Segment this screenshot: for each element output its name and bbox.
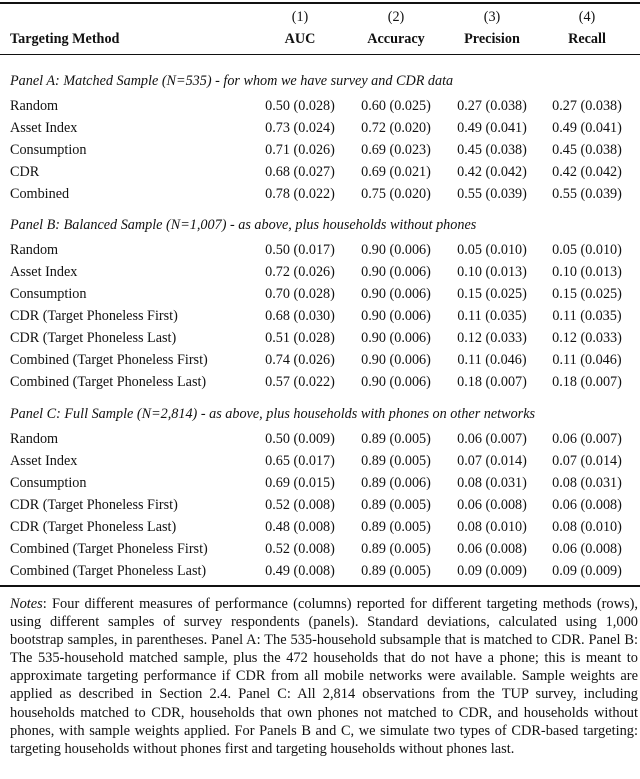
cell-recall: 0.18 (0.007) bbox=[552, 374, 622, 390]
cell-recall: 0.08 (0.031) bbox=[552, 475, 622, 491]
cell-precision: 0.09 (0.009) bbox=[457, 563, 527, 579]
cell-precision: 0.11 (0.046) bbox=[457, 352, 527, 368]
row-method: CDR bbox=[10, 164, 40, 180]
panel-c-title: Panel C: Full Sample (N=2,814) - as above, plus households with phones on other networks bbox=[10, 406, 536, 422]
notes-text: : Four different measures of performance (columns) reported for different targeting methods (rows), using different samples of survey respondents (panels). Standard deviations, calculated using 1,000 bootstrap samples, in parentheses. Panel A: The 535-household subsample that is matched to CDR. Panel B: The 535-household matched sample, plus the 472 households that do not have a phone; this is meant to approximate targeting performance if CDR from all mobile networks were available. Sample weights are applied as described in Section 2.4. Panel C: All 2,814 observations from the TUP survey, including households matched to CDR, households that own phones not matched to CDR, and households without phones, with sample weights applied. For Panels B and C, we simulate two types of CDR-based targeting: targeting households without phones first and targeting households without phones last. bbox=[10, 596, 638, 757]
cell-precision: 0.05 (0.010) bbox=[457, 242, 527, 258]
cell-accuracy: 0.89 (0.005) bbox=[361, 519, 431, 535]
row-method: Random bbox=[10, 431, 59, 447]
row-method: Combined (Target Phoneless First) bbox=[10, 352, 208, 368]
header-precision: Precision bbox=[464, 31, 520, 47]
cell-auc: 0.48 (0.008) bbox=[265, 519, 335, 535]
cell-recall: 0.42 (0.042) bbox=[552, 164, 622, 180]
cell-precision: 0.08 (0.010) bbox=[457, 519, 527, 535]
cell-auc: 0.73 (0.024) bbox=[265, 120, 335, 136]
row-method: CDR (Target Phoneless First) bbox=[10, 308, 178, 324]
table-notes bbox=[10, 595, 638, 758]
row-method: Asset Index bbox=[10, 120, 78, 136]
panel-b-title: Panel B: Balanced Sample (N=1,007) - as above, plus households without phones bbox=[10, 217, 477, 233]
cell-precision: 0.10 (0.013) bbox=[457, 264, 527, 280]
cell-accuracy: 0.69 (0.021) bbox=[361, 164, 431, 180]
cell-precision: 0.12 (0.033) bbox=[457, 330, 527, 346]
table-bottom-rule bbox=[0, 585, 640, 587]
header-auc: AUC bbox=[284, 31, 316, 47]
row-method: Asset Index bbox=[10, 453, 78, 469]
cell-accuracy: 0.89 (0.005) bbox=[361, 431, 431, 447]
cell-accuracy: 0.69 (0.023) bbox=[361, 142, 431, 158]
row-method: Combined (Target Phoneless Last) bbox=[10, 563, 207, 579]
cell-recall: 0.06 (0.008) bbox=[552, 541, 622, 557]
cell-accuracy: 0.89 (0.005) bbox=[361, 563, 431, 579]
row-method: CDR (Target Phoneless First) bbox=[10, 497, 178, 513]
cell-auc: 0.71 (0.026) bbox=[265, 142, 335, 158]
cell-auc: 0.74 (0.026) bbox=[265, 352, 335, 368]
cell-auc: 0.52 (0.008) bbox=[265, 541, 335, 557]
header-row-label: Targeting Method bbox=[10, 31, 120, 47]
cell-recall: 0.11 (0.035) bbox=[552, 308, 622, 324]
cell-recall: 0.08 (0.010) bbox=[552, 519, 622, 535]
cell-accuracy: 0.75 (0.020) bbox=[361, 186, 431, 202]
cell-accuracy: 0.90 (0.006) bbox=[361, 308, 431, 324]
cell-precision: 0.49 (0.041) bbox=[457, 120, 527, 136]
cell-recall: 0.05 (0.010) bbox=[552, 242, 622, 258]
cell-precision: 0.11 (0.035) bbox=[457, 308, 527, 324]
cell-recall: 0.09 (0.009) bbox=[552, 563, 622, 579]
cell-recall: 0.27 (0.038) bbox=[552, 98, 622, 114]
cell-auc: 0.72 (0.026) bbox=[265, 264, 335, 280]
cell-accuracy: 0.72 (0.020) bbox=[361, 120, 431, 136]
cell-recall: 0.06 (0.008) bbox=[552, 497, 622, 513]
cell-recall: 0.55 (0.039) bbox=[552, 186, 622, 202]
cell-auc: 0.50 (0.017) bbox=[265, 242, 335, 258]
cell-accuracy: 0.89 (0.005) bbox=[361, 453, 431, 469]
cell-accuracy: 0.90 (0.006) bbox=[361, 286, 431, 302]
cell-auc: 0.50 (0.009) bbox=[265, 431, 335, 447]
header-recall: Recall bbox=[568, 31, 606, 47]
cell-precision: 0.18 (0.007) bbox=[457, 374, 527, 390]
cell-auc: 0.68 (0.030) bbox=[265, 308, 335, 324]
table-top-rule bbox=[0, 2, 640, 4]
cell-auc: 0.50 (0.028) bbox=[265, 98, 335, 114]
row-method: Combined (Target Phoneless First) bbox=[10, 541, 208, 557]
col-number-4: (4) bbox=[578, 9, 596, 25]
cell-precision: 0.45 (0.038) bbox=[457, 142, 527, 158]
cell-auc: 0.57 (0.022) bbox=[265, 374, 335, 390]
row-method: CDR (Target Phoneless Last) bbox=[10, 330, 177, 346]
cell-recall: 0.12 (0.033) bbox=[552, 330, 622, 346]
row-method: Consumption bbox=[10, 286, 87, 302]
header-accuracy: Accuracy bbox=[367, 31, 425, 47]
cell-accuracy: 0.89 (0.005) bbox=[361, 497, 431, 513]
cell-recall: 0.49 (0.041) bbox=[552, 120, 622, 136]
col-number-3: (3) bbox=[483, 9, 501, 25]
col-number-2: (2) bbox=[387, 9, 405, 25]
cell-recall: 0.15 (0.025) bbox=[552, 286, 622, 302]
cell-recall: 0.45 (0.038) bbox=[552, 142, 622, 158]
row-method: Asset Index bbox=[10, 264, 78, 280]
cell-auc: 0.78 (0.022) bbox=[265, 186, 335, 202]
cell-auc: 0.70 (0.028) bbox=[265, 286, 335, 302]
cell-precision: 0.08 (0.031) bbox=[457, 475, 527, 491]
cell-precision: 0.55 (0.039) bbox=[457, 186, 527, 202]
col-number-1: (1) bbox=[291, 9, 309, 25]
cell-accuracy: 0.90 (0.006) bbox=[361, 352, 431, 368]
cell-accuracy: 0.90 (0.006) bbox=[361, 242, 431, 258]
cell-auc: 0.51 (0.028) bbox=[265, 330, 335, 346]
cell-precision: 0.06 (0.008) bbox=[457, 541, 527, 557]
cell-precision: 0.06 (0.007) bbox=[457, 431, 527, 447]
cell-precision: 0.27 (0.038) bbox=[457, 98, 527, 114]
cell-accuracy: 0.90 (0.006) bbox=[361, 264, 431, 280]
cell-auc: 0.68 (0.027) bbox=[265, 164, 335, 180]
row-method: Random bbox=[10, 242, 59, 258]
cell-accuracy: 0.90 (0.006) bbox=[361, 374, 431, 390]
cell-precision: 0.06 (0.008) bbox=[457, 497, 527, 513]
cell-auc: 0.69 (0.015) bbox=[265, 475, 335, 491]
cell-auc: 0.49 (0.008) bbox=[265, 563, 335, 579]
cell-accuracy: 0.90 (0.006) bbox=[361, 330, 431, 346]
cell-recall: 0.06 (0.007) bbox=[552, 431, 622, 447]
row-method: Combined bbox=[10, 186, 70, 202]
cell-precision: 0.07 (0.014) bbox=[457, 453, 527, 469]
cell-precision: 0.42 (0.042) bbox=[457, 164, 527, 180]
notes-label: Notes bbox=[10, 596, 43, 612]
header-rule bbox=[0, 54, 640, 55]
cell-accuracy: 0.89 (0.005) bbox=[361, 541, 431, 557]
cell-auc: 0.65 (0.017) bbox=[265, 453, 335, 469]
row-method: Consumption bbox=[10, 142, 87, 158]
panel-a-title: Panel A: Matched Sample (N=535) - for whom we have survey and CDR data bbox=[10, 73, 454, 89]
cell-accuracy: 0.60 (0.025) bbox=[361, 98, 431, 114]
cell-recall: 0.10 (0.013) bbox=[552, 264, 622, 280]
cell-recall: 0.07 (0.014) bbox=[552, 453, 622, 469]
row-method: Consumption bbox=[10, 475, 87, 491]
cell-auc: 0.52 (0.008) bbox=[265, 497, 335, 513]
row-method: Combined (Target Phoneless Last) bbox=[10, 374, 207, 390]
cell-recall: 0.11 (0.046) bbox=[552, 352, 622, 368]
cell-accuracy: 0.89 (0.006) bbox=[361, 475, 431, 491]
cell-precision: 0.15 (0.025) bbox=[457, 286, 527, 302]
row-method: CDR (Target Phoneless Last) bbox=[10, 519, 177, 535]
row-method: Random bbox=[10, 98, 59, 114]
